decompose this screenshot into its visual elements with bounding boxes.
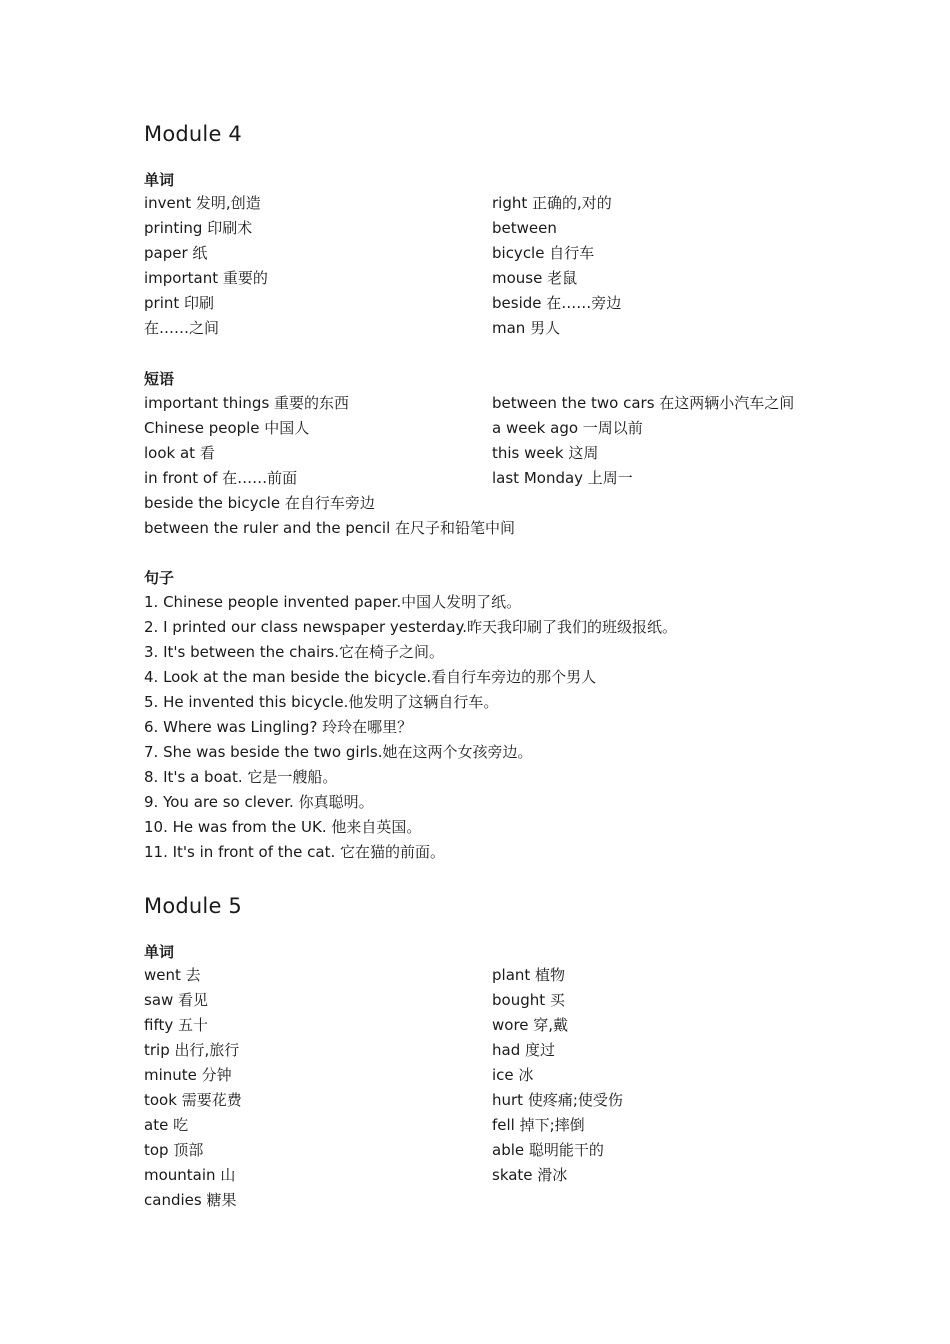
m4-sentence-6: 6. Where was Lingling? 玲玲在哪里？ xyxy=(144,718,413,736)
m4-word-right-1: right 正确的,对的 xyxy=(492,194,612,212)
m4-word-right-2: between xyxy=(492,219,557,237)
m4-sentence-1: 1. Chinese people invented paper.中国人发明了纸。 xyxy=(144,593,522,611)
m5-word-right-5: ice 冰 xyxy=(492,1066,534,1084)
m5-word-right-4: had 度过 xyxy=(492,1041,555,1059)
m4-sentence-8: 8. It's a boat. 它是一艘船。 xyxy=(144,768,338,786)
m4-sentence-2: 2. I printed our class newspaper yesterday.昨天我印刷了我们的班级报纸。 xyxy=(144,618,678,636)
m4-word-left-2: printing 印刷术 xyxy=(144,219,253,237)
m4-sentence-7: 7. She was beside the two girls.她在这两个女孩旁边。 xyxy=(144,743,533,761)
m4-word-left-6: 在……之间 xyxy=(144,319,220,337)
m5-word-right-2: bought 买 xyxy=(492,991,565,1009)
m5-word-left-7: ate 吃 xyxy=(144,1116,189,1134)
m5-word-right-3: wore 穿,戴 xyxy=(492,1016,569,1034)
m4-sentence-5: 5. He invented this bicycle.他发明了这辆自行车。 xyxy=(144,693,499,711)
m5-word-right-7: fell 掉下;摔倒 xyxy=(492,1116,585,1134)
m4-word-right-6: man 男人 xyxy=(492,319,561,337)
m5-word-left-5: minute 分钟 xyxy=(144,1066,232,1084)
m4-phrase-right-1: between the two cars 在这两辆小汽车之间 xyxy=(492,394,795,412)
m4-phrase-left-4: in front of 在……前面 xyxy=(144,469,298,487)
m4-word-right-4: mouse 老鼠 xyxy=(492,269,578,287)
m4-word-left-3: paper 纸 xyxy=(144,244,208,262)
m4-sentence-11: 11. It's in front of the cat. 它在猫的前面。 xyxy=(144,843,445,861)
m5-word-right-1: plant 植物 xyxy=(492,966,566,984)
m5-word-left-6: took 需要花费 xyxy=(144,1091,242,1109)
module-4-phrases-heading: 短语 xyxy=(144,370,175,388)
m5-word-left-1: went 去 xyxy=(144,966,201,984)
m4-word-left-5: print 印刷 xyxy=(144,294,215,312)
module-4-sentences-heading: 句子 xyxy=(144,569,175,587)
m5-word-left-9: mountain 山 xyxy=(144,1166,236,1184)
module-5-words-heading: 单词 xyxy=(144,943,175,961)
m4-sentence-9: 9. You are so clever. 你真聪明。 xyxy=(144,793,374,811)
m4-word-right-3: bicycle 自行车 xyxy=(492,244,595,262)
m5-word-right-6: hurt 使疼痛;使受伤 xyxy=(492,1091,623,1109)
m4-word-right-5: beside 在……旁边 xyxy=(492,294,622,312)
m5-word-left-8: top 顶部 xyxy=(144,1141,204,1159)
m4-phrase-left-3: look at 看 xyxy=(144,444,215,462)
m4-phrase-left-5: beside the bicycle 在自行车旁边 xyxy=(144,494,375,512)
m4-phrase-left-1: important things 重要的东西 xyxy=(144,394,350,412)
m4-sentence-3: 3. It's between the chairs.它在椅子之间。 xyxy=(144,643,444,661)
m4-phrase-right-4: last Monday 上周一 xyxy=(492,469,633,487)
m4-sentence-10: 10. He was from the UK. 他来自英国。 xyxy=(144,818,422,836)
m5-word-left-10: candies 糖果 xyxy=(144,1191,237,1209)
module-5-title: Module 5 xyxy=(144,894,242,918)
m5-word-right-9: skate 滑冰 xyxy=(492,1166,568,1184)
m4-phrase-left-6: between the ruler and the pencil 在尺子和铅笔中间 xyxy=(144,519,516,537)
m4-phrase-left-2: Chinese people 中国人 xyxy=(144,419,310,437)
m5-word-left-2: saw 看见 xyxy=(144,991,209,1009)
m4-word-left-1: invent 发明,创造 xyxy=(144,194,261,212)
m4-phrase-right-2: a week ago 一周以前 xyxy=(492,419,643,437)
m5-word-left-4: trip 出行,旅行 xyxy=(144,1041,240,1059)
m4-sentence-4: 4. Look at the man beside the bicycle.看自行车旁边的那个男人 xyxy=(144,668,597,686)
module-4-words-heading: 单词 xyxy=(144,171,175,189)
m5-word-left-3: fifty 五十 xyxy=(144,1016,208,1034)
m4-phrase-right-3: this week 这周 xyxy=(492,444,599,462)
module-4-title: Module 4 xyxy=(144,122,242,146)
m4-word-left-4: important 重要的 xyxy=(144,269,268,287)
m5-word-right-8: able 聪明能干的 xyxy=(492,1141,604,1159)
